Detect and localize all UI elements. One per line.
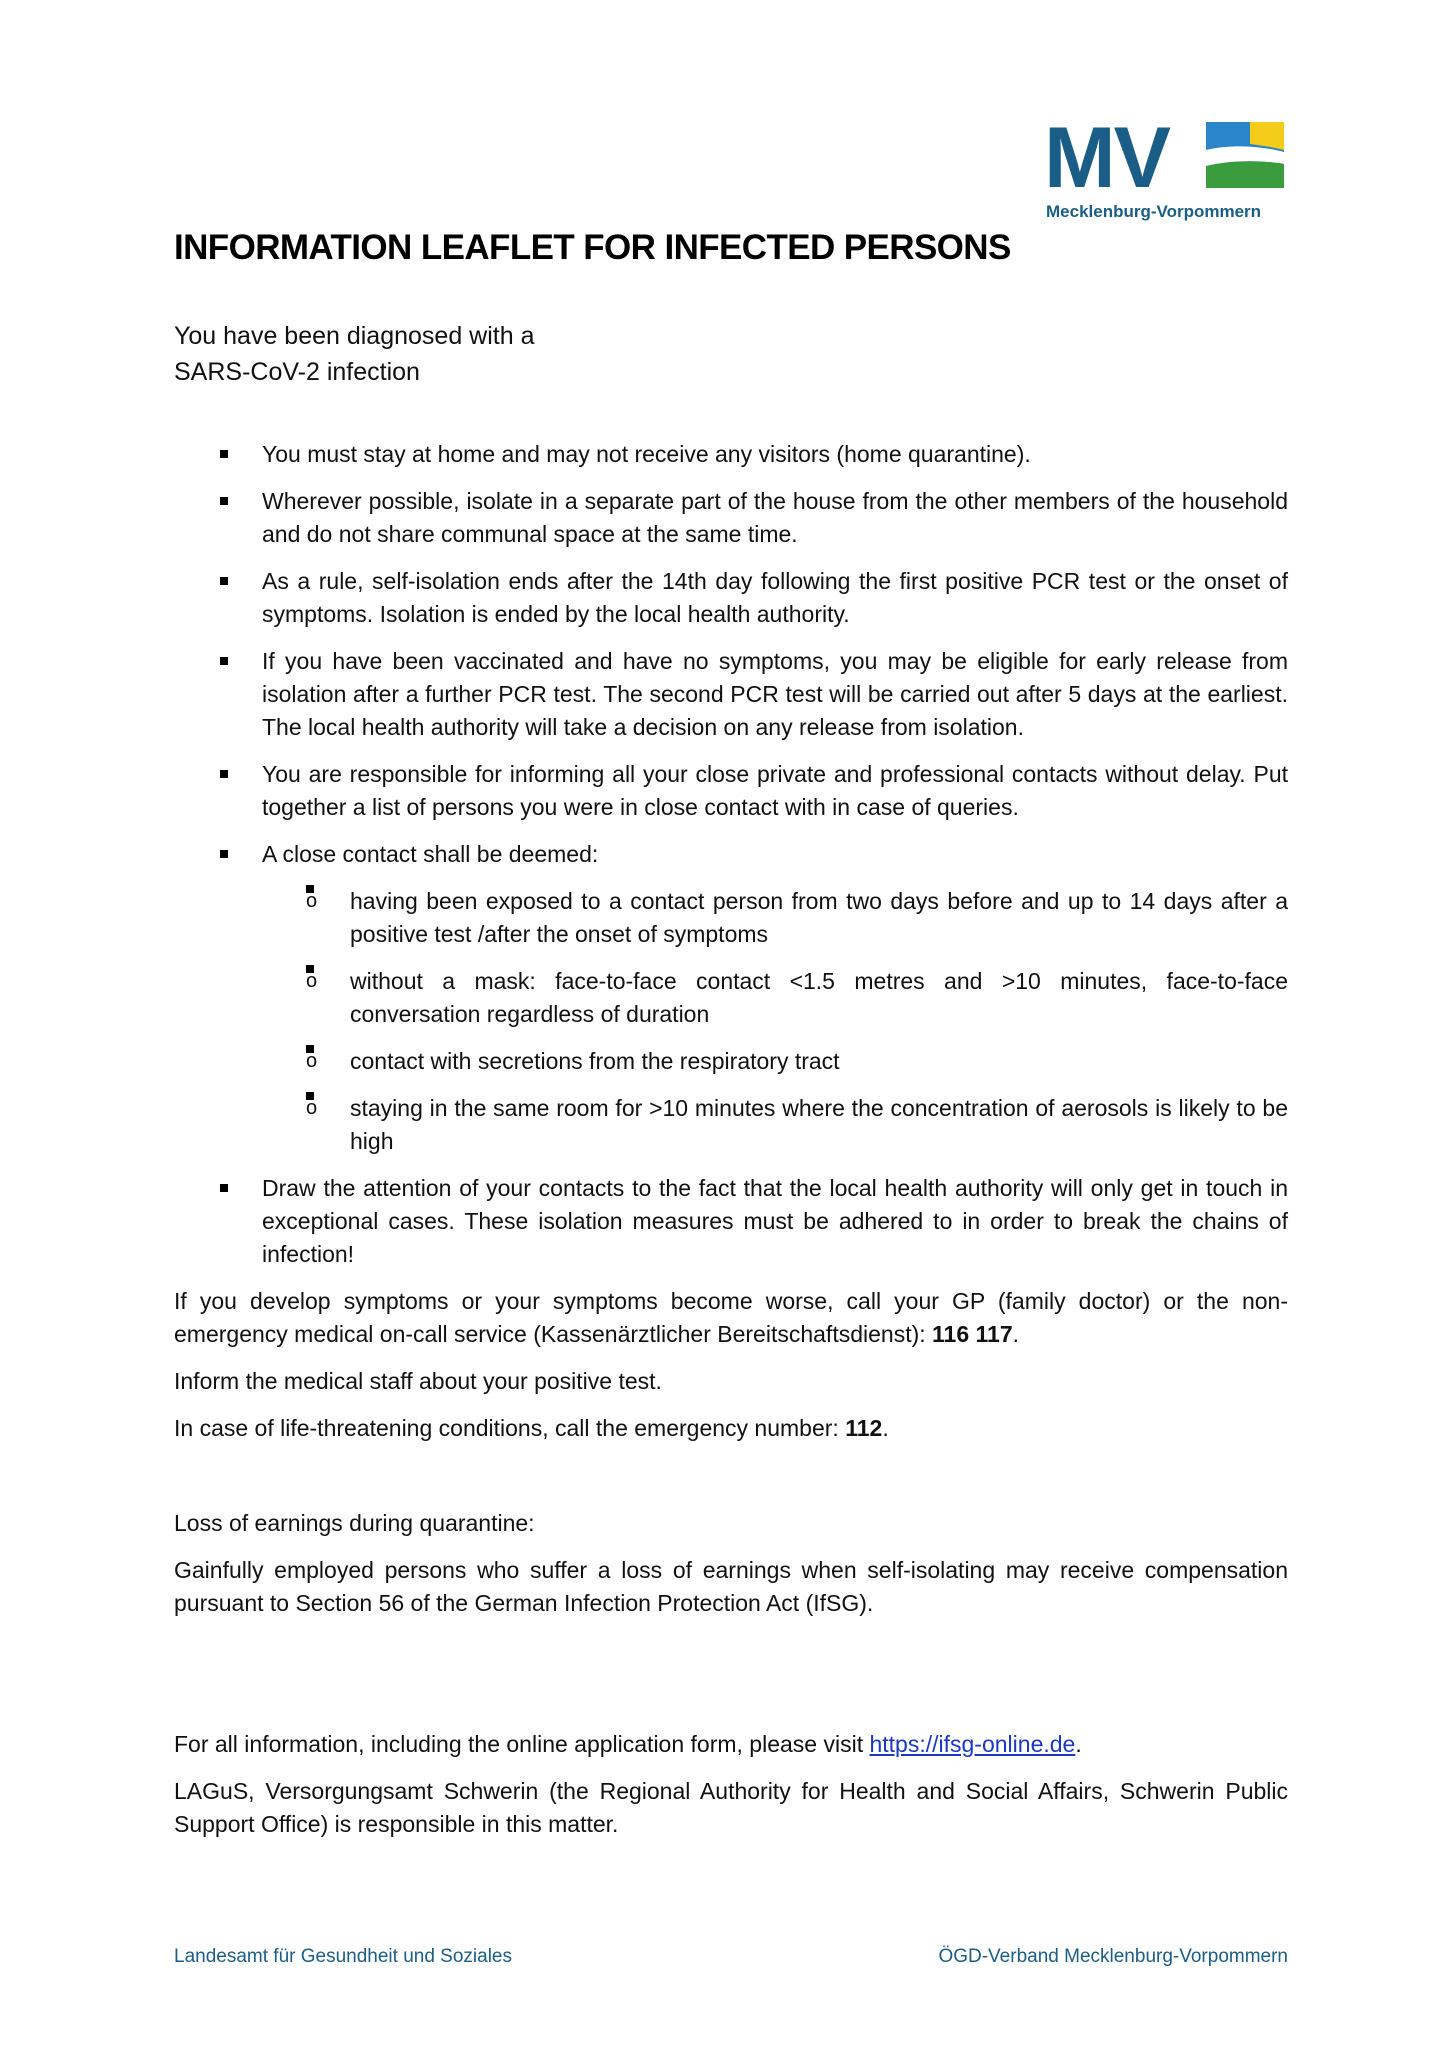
intro-line-1: You have been diagnosed with a <box>174 322 535 350</box>
square-bullet-icon <box>220 450 228 458</box>
ifsg-online-link[interactable]: https://ifsg-online.de <box>869 1731 1076 1757</box>
intro-line-2: SARS-CoV-2 infection <box>174 358 420 386</box>
loss-of-earnings-paragraph: Gainfully employed persons who suffer a loss of earnings when self-isolating may receive compensation pursuant to Section 56 of the German Infection Protection Act (IfSG). <box>174 1557 1288 1616</box>
circle-bullet-icon: o <box>306 965 314 973</box>
leaflet-body <box>174 438 1288 1855</box>
intro-text <box>174 318 535 390</box>
symptoms-paragraph: If you develop symptoms or your symptoms become worse, call your GP (family doctor) or the non-emergency medical on-call service (Kassenärztlicher Bereitschaftsdienst): 116 117. <box>174 1288 1288 1347</box>
circle-bullet-icon: o <box>306 1092 314 1100</box>
responsible-authority-paragraph: LAGuS, Versorgungsamt Schwerin (the Regional Authority for Health and Social Affairs, Schwerin Public Support Office) is responsible in this matter. <box>174 1778 1288 1837</box>
landscape-flag-icon <box>1206 122 1284 188</box>
sub-list-item: o having been exposed to a contact person from two days before and up to 14 days after a positive test /after the onset of symptoms <box>262 885 1288 951</box>
list-item: If you have been vaccinated and have no symptoms, you may be eligible for early release from isolation after a further PCR test. The second PCR test will be carried out after 5 days at the earliest. The local health authority will take a decision on any release from isolation. <box>174 645 1288 744</box>
sub-list-item: o without a mask: face-to-face contact <1.5 metres and >10 minutes, face-to-face conversation regardless of duration <box>262 965 1288 1031</box>
square-bullet-icon <box>220 577 228 585</box>
page-title: INFORMATION LEAFLET FOR INFECTED PERSONS <box>174 228 1011 267</box>
emergency-paragraph: In case of life-threatening conditions, call the emergency number: 112. <box>174 1415 889 1441</box>
square-bullet-icon <box>220 770 228 778</box>
circle-bullet-icon: o <box>306 1045 314 1053</box>
square-bullet-icon <box>220 657 228 665</box>
list-item-close-contact: A close contact shall be deemed: o having been exposed to a contact person from two days before and up to 14 days after a positive test /after the onset of symptoms o without a mask: face-to-face contact <1.5 metres and >10 minutes, face-to-face conversation regardless of duration o contact with secretions from the respiratory tract o staying in the same room for >10 minutes where the concentration of aerosols is likely to be high <box>174 838 1288 1158</box>
sub-list-item: o staying in the same room for >10 minutes where the concentration of aerosols is likely to be high <box>262 1092 1288 1158</box>
list-item: Wherever possible, isolate in a separate part of the house from the other members of the household and do not share communal space at the same time. <box>174 485 1288 551</box>
square-bullet-icon <box>220 850 228 858</box>
square-bullet-icon <box>220 1184 228 1192</box>
list-item: You must stay at home and may not receive any visitors (home quarantine). <box>174 438 1288 471</box>
logo-letters: MV <box>1044 110 1169 206</box>
mv-logo <box>1044 110 1288 228</box>
emergency-number: 112 <box>845 1415 883 1441</box>
on-call-number: 116 117 <box>932 1321 1013 1347</box>
inform-staff-paragraph: Inform the medical staff about your positive test. <box>174 1368 662 1394</box>
footer-left: Landesamt für Gesundheit und Soziales <box>174 1946 512 1967</box>
list-item: Draw the attention of your contacts to the fact that the local health authority will only get in touch in exceptional cases. These isolation measures must be adhered to in order to break the chains of infection! <box>174 1172 1288 1271</box>
list-item: You are responsible for informing all your close private and professional contacts without delay. Put together a list of persons you were in close contact with in case of queries. <box>174 758 1288 824</box>
sub-list-item: o contact with secretions from the respiratory tract <box>262 1045 1288 1078</box>
loss-of-earnings-heading: Loss of earnings during quarantine: <box>174 1510 535 1536</box>
info-paragraph: For all information, including the online application form, please visit https://ifsg-online.de. <box>174 1731 1082 1757</box>
close-contact-criteria <box>262 885 1288 1158</box>
list-item: As a rule, self-isolation ends after the 14th day following the first positive PCR test or the onset of symptoms. Isolation is ended by the local health authority. <box>174 565 1288 631</box>
logo-caption: Mecklenburg-Vorpommern <box>1046 202 1262 221</box>
instructions-list <box>174 438 1288 1271</box>
footer-right: ÖGD-Verband Mecklenburg-Vorpommern <box>938 1946 1288 1967</box>
circle-bullet-icon: o <box>306 885 314 893</box>
square-bullet-icon <box>220 497 228 505</box>
